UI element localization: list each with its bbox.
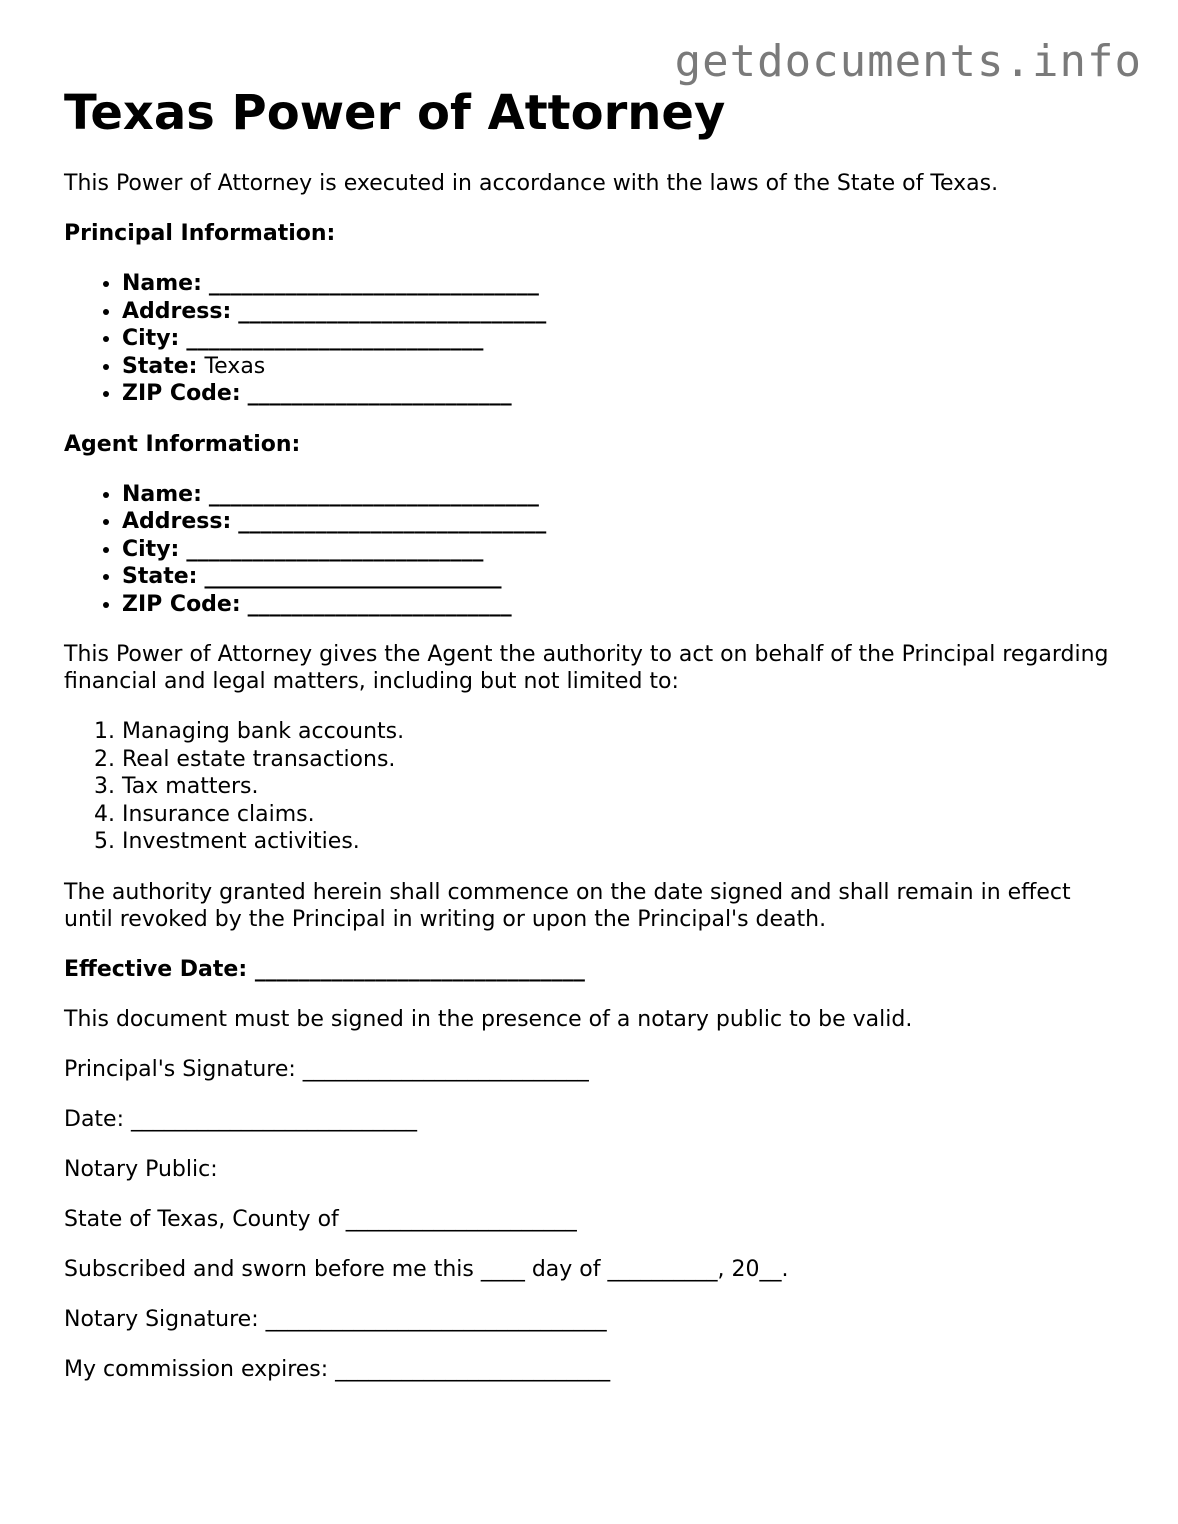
notary-requirement: This document must be signed in the presence of a notary public to be valid. xyxy=(64,1006,913,1032)
principal-zip-field: • ZIP Code: ________________________ xyxy=(122,380,1124,408)
agent-city-field: • City: ___________________________ xyxy=(122,536,1124,564)
principal-fields xyxy=(64,270,1124,408)
intro-paragraph: This Power of Attorney is executed in accordance with the laws of the State of Texas. xyxy=(64,171,999,196)
agent-zip-field: • ZIP Code: ________________________ xyxy=(122,591,1124,619)
power-item: 1. Managing bank accounts. xyxy=(122,718,1124,746)
notary-public-label: Notary Public: xyxy=(64,1156,218,1182)
document-page xyxy=(64,84,1124,1383)
agent-state-field: • State: ___________________________ xyxy=(122,563,1124,591)
date-line: Date: __________________________ xyxy=(64,1106,417,1132)
watermark: getdocuments.info xyxy=(674,36,1142,87)
notary-signature-line: Notary Signature: _______________________________ xyxy=(64,1306,607,1332)
document-title: Texas Power of Attorney xyxy=(64,85,726,141)
commission-expires-line: My commission expires: _________________________ xyxy=(64,1356,611,1382)
agent-fields xyxy=(64,481,1124,619)
authority-paragraph: This Power of Attorney gives the Agent the authority to act on behalf of the Principal regarding financial and legal matters, including but not limited to: xyxy=(64,642,1109,694)
duration-paragraph: The authority granted herein shall commence on the date signed and shall remain in effect until revoked by the Principal in writing or upon the Principal's death. xyxy=(64,879,1071,932)
agent-name-field: • Name: ______________________________ xyxy=(122,481,1124,509)
power-item: 3. Tax matters. xyxy=(122,773,1124,801)
principal-state-field: • State: Texas xyxy=(122,353,1124,381)
principal-name-field: • Name: ______________________________ xyxy=(122,270,1124,298)
effective-date-line: Effective Date: ______________________________ xyxy=(64,956,585,982)
power-item: 5. Investment activities. xyxy=(122,828,1124,856)
sworn-line: Subscribed and sworn before me this ____ day of __________, 20__. xyxy=(64,1256,789,1282)
principal-heading: Principal Information: xyxy=(64,221,336,246)
power-item: 4. Insurance claims. xyxy=(122,801,1124,829)
principal-address-field: • Address: ____________________________ xyxy=(122,298,1124,326)
agent-address-field: • Address: ____________________________ xyxy=(122,508,1124,536)
principal-signature-line: Principal's Signature: __________________________ xyxy=(64,1056,589,1082)
power-item: 2. Real estate transactions. xyxy=(122,746,1124,774)
principal-city-field: • City: ___________________________ xyxy=(122,325,1124,353)
county-line: State of Texas, County of _____________________ xyxy=(64,1206,577,1232)
agent-heading: Agent Information: xyxy=(64,431,301,457)
powers-list xyxy=(64,718,1124,856)
